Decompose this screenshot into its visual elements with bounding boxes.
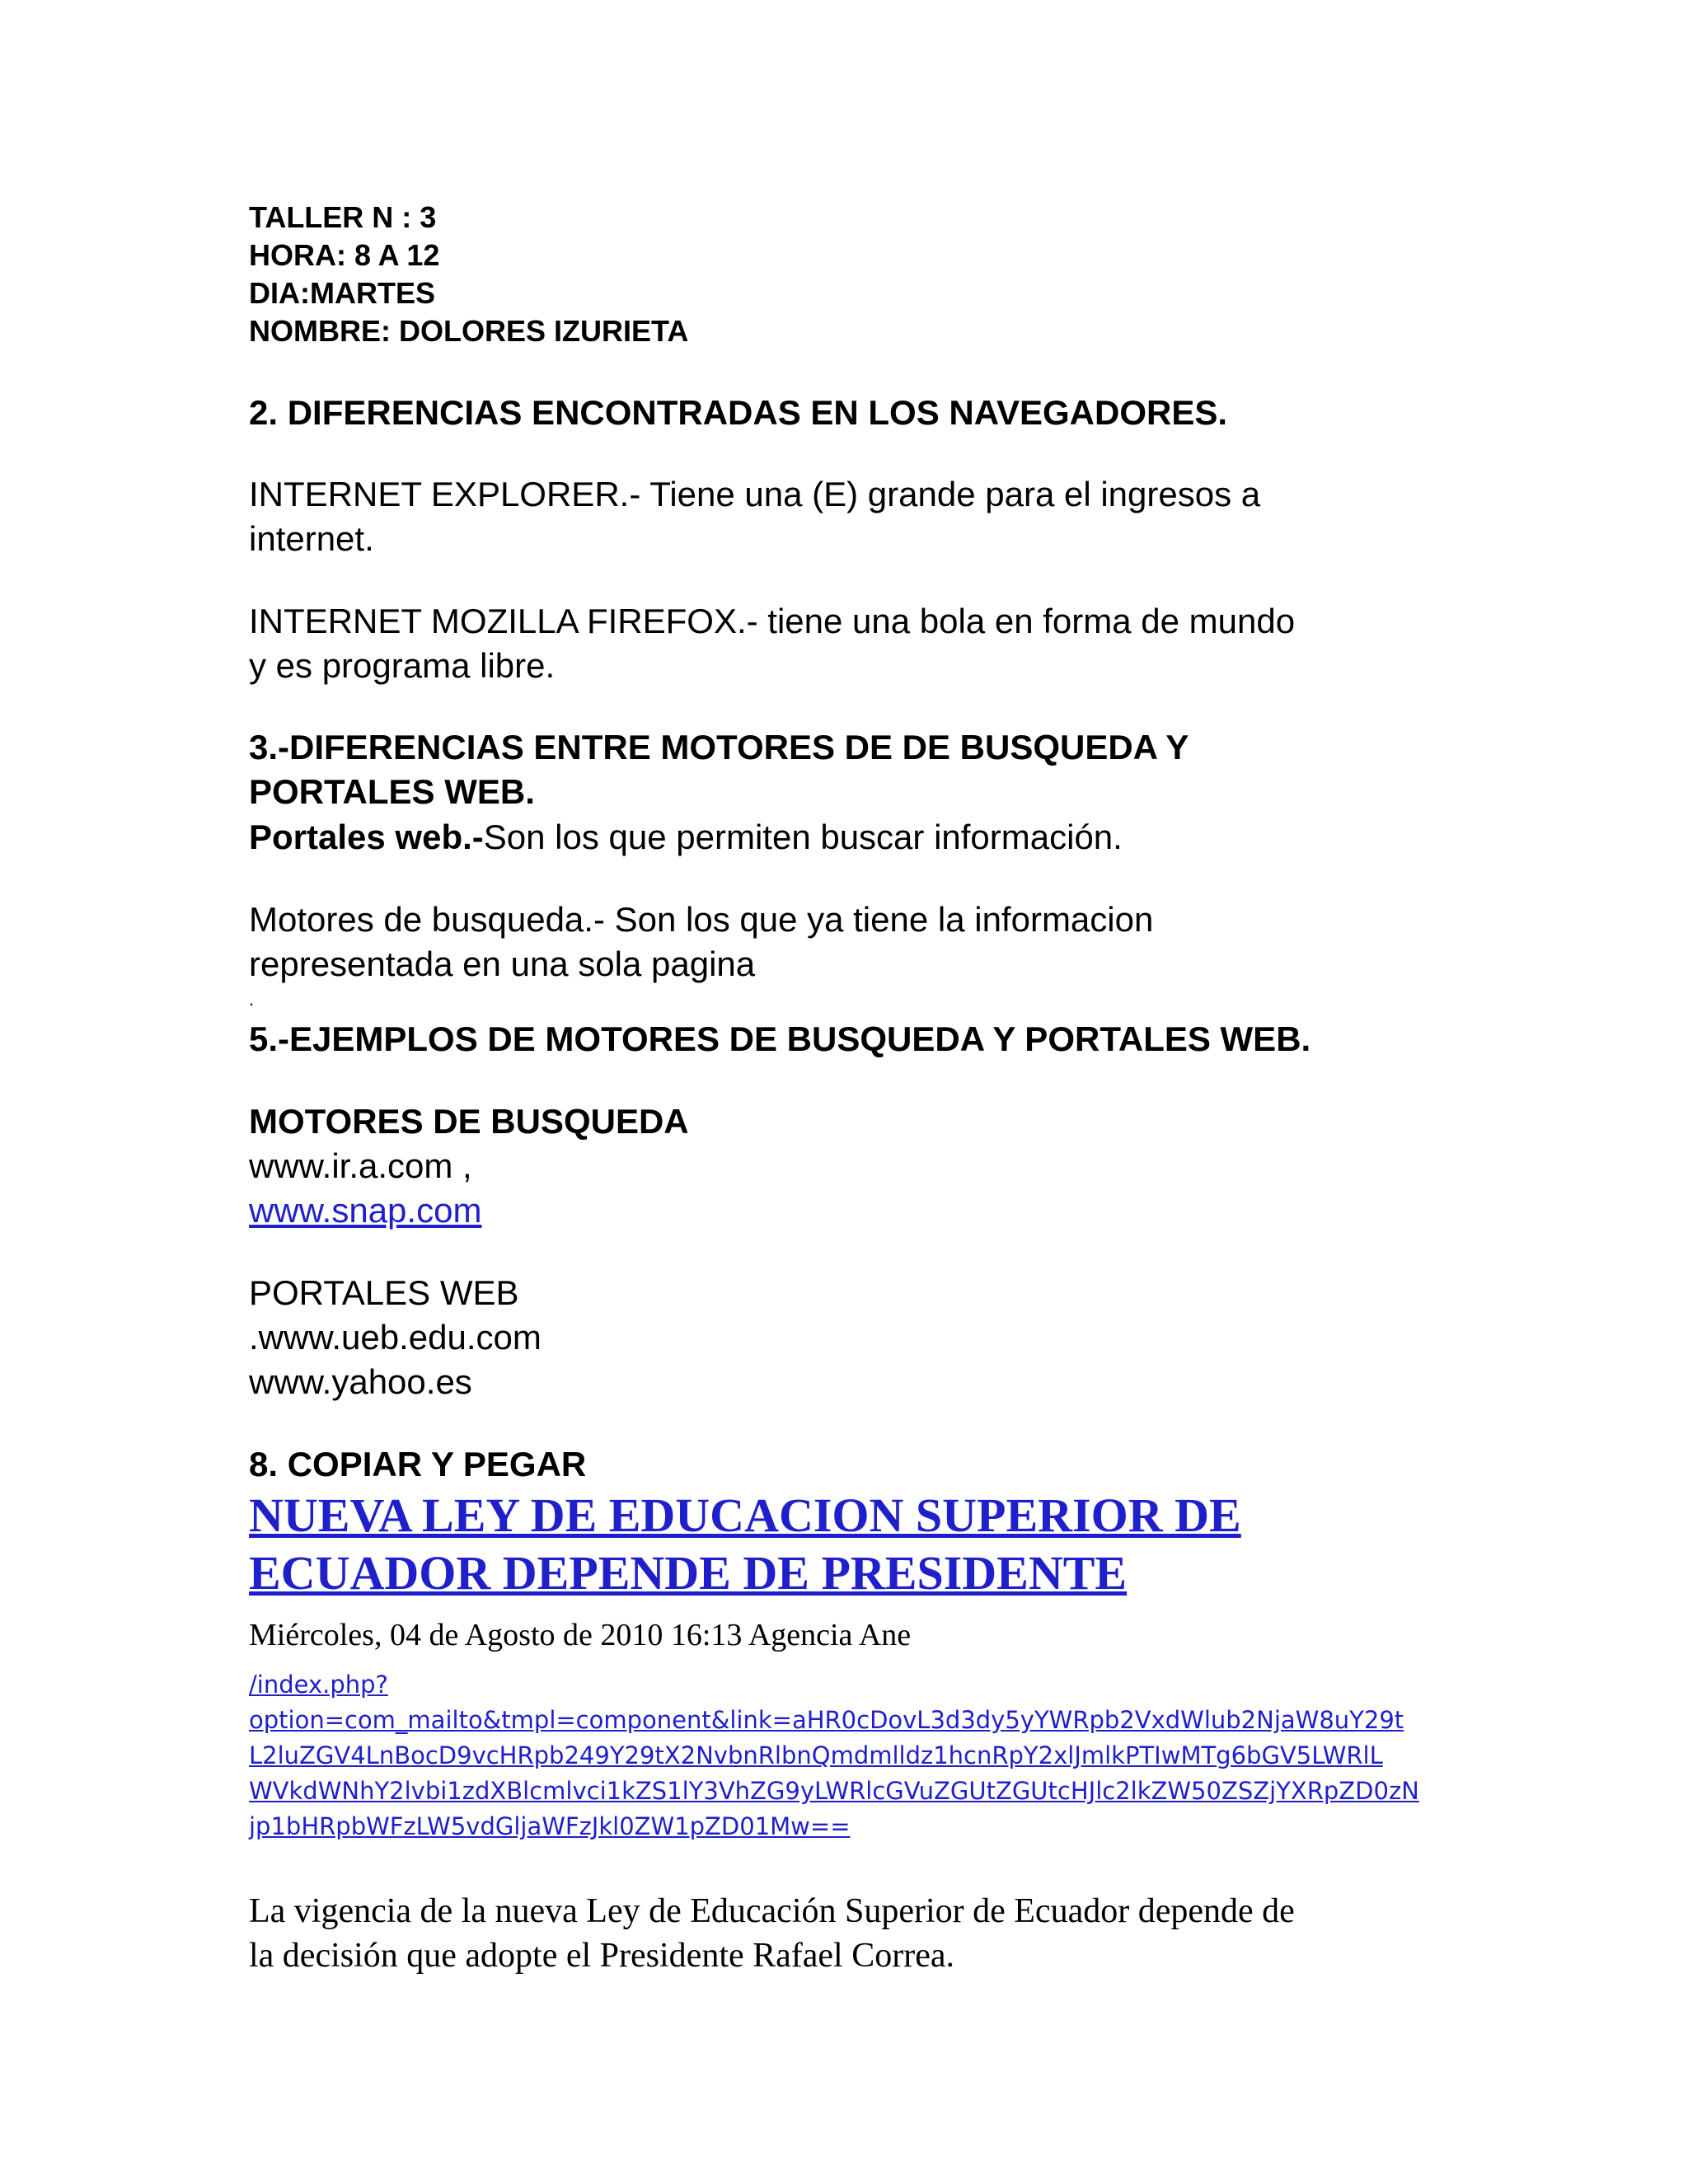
article-dateline: Miércoles, 04 de Agosto de 2010 16:13 Agencia Ane xyxy=(249,1618,912,1652)
article-body-line1: La vigencia de la nueva Ley de Educación Superior de Ecuador depende de xyxy=(249,1892,1295,1930)
mailto-url-line2[interactable]: option=com_mailto&tmpl=component&link=aHR0cDovL3d3dy5yYWRpb2VxdWlub2NjaW8uY29t xyxy=(249,1706,1404,1734)
ie-description-line1: INTERNET EXPLORER.- Tiene una (E) grande para el ingresos a xyxy=(249,475,1261,513)
ie-description-line2: internet. xyxy=(249,519,374,558)
motor-example-1: www.ir.a.com , xyxy=(249,1146,472,1185)
section8-heading: 8. COPIAR Y PEGAR xyxy=(249,1445,587,1483)
stray-dot: . xyxy=(249,989,255,1010)
portales-definition xyxy=(249,820,1123,855)
nombre: NOMBRE: DOLORES IZURIETA xyxy=(249,314,689,348)
dia: DIA:MARTES xyxy=(249,276,435,310)
motores-definition-line2: representada en una sola pagina xyxy=(249,944,756,983)
article-title-line1[interactable]: NUEVA LEY DE EDUCACION SUPERIOR DE xyxy=(249,1488,1241,1542)
portales-label: Portales web.- xyxy=(249,818,484,856)
snap-link[interactable]: www.snap.com xyxy=(249,1191,482,1230)
section3-heading-line1: 3.-DIFERENCIAS ENTRE MOTORES DE DE BUSQUEDA Y xyxy=(249,728,1189,766)
article-body-line2: la decisión que adopte el Presidente Rafael Correa. xyxy=(249,1937,954,1975)
article-title-line2[interactable]: ECUADOR DEPENDE DE PRESIDENTE xyxy=(249,1546,1128,1600)
motores-definition-line1: Motores de busqueda.- Son los que ya tiene la informacion xyxy=(249,900,1154,939)
section5-heading: 5.-EJEMPLOS DE MOTORES DE BUSQUEDA Y PORTALES WEB. xyxy=(249,1019,1311,1058)
section3-heading-line2: PORTALES WEB. xyxy=(249,772,535,811)
hora: HORA: 8 A 12 xyxy=(249,238,440,272)
mailto-url-line3[interactable]: L2luZGV4LnBocD9vcHRpb249Y29tX2NvbnRlbnQmdmlldz1hcnRpY2xlJmlkPTIwMTg6bGV5LWRlL xyxy=(249,1741,1383,1769)
mailto-url-line4[interactable]: WVkdWNhY2lvbi1zdXBlcmlvci1kZS1lY3VhZG9yLWRlcGVuZGUtZGUtcHJlc2lkZW50ZSZjYXRpZD0zN xyxy=(249,1777,1419,1805)
motores-title: MOTORES DE BUSQUEDA xyxy=(249,1102,689,1141)
mailto-url-line1[interactable]: /index.php? xyxy=(249,1671,388,1699)
portal-example-1: .www.ueb.edu.com xyxy=(249,1318,542,1357)
firefox-description-line1: INTERNET MOZILLA FIREFOX.- tiene una bola en forma de mundo xyxy=(249,602,1296,640)
section2-heading: 2. DIFERENCIAS ENCONTRADAS EN LOS NAVEGADORES. xyxy=(249,393,1228,432)
portal-example-2: www.yahoo.es xyxy=(249,1362,472,1401)
firefox-description-line2: y es programa libre. xyxy=(249,646,556,685)
portales-title: PORTALES WEB xyxy=(249,1273,519,1312)
taller-number: TALLER N : 3 xyxy=(249,200,437,234)
mailto-url-line5[interactable]: jp1bHRpbWFzLW5vdGljaWFzJkl0ZW1pZD01Mw== xyxy=(249,1812,851,1840)
portales-text: Son los que permiten buscar información. xyxy=(483,818,1123,856)
